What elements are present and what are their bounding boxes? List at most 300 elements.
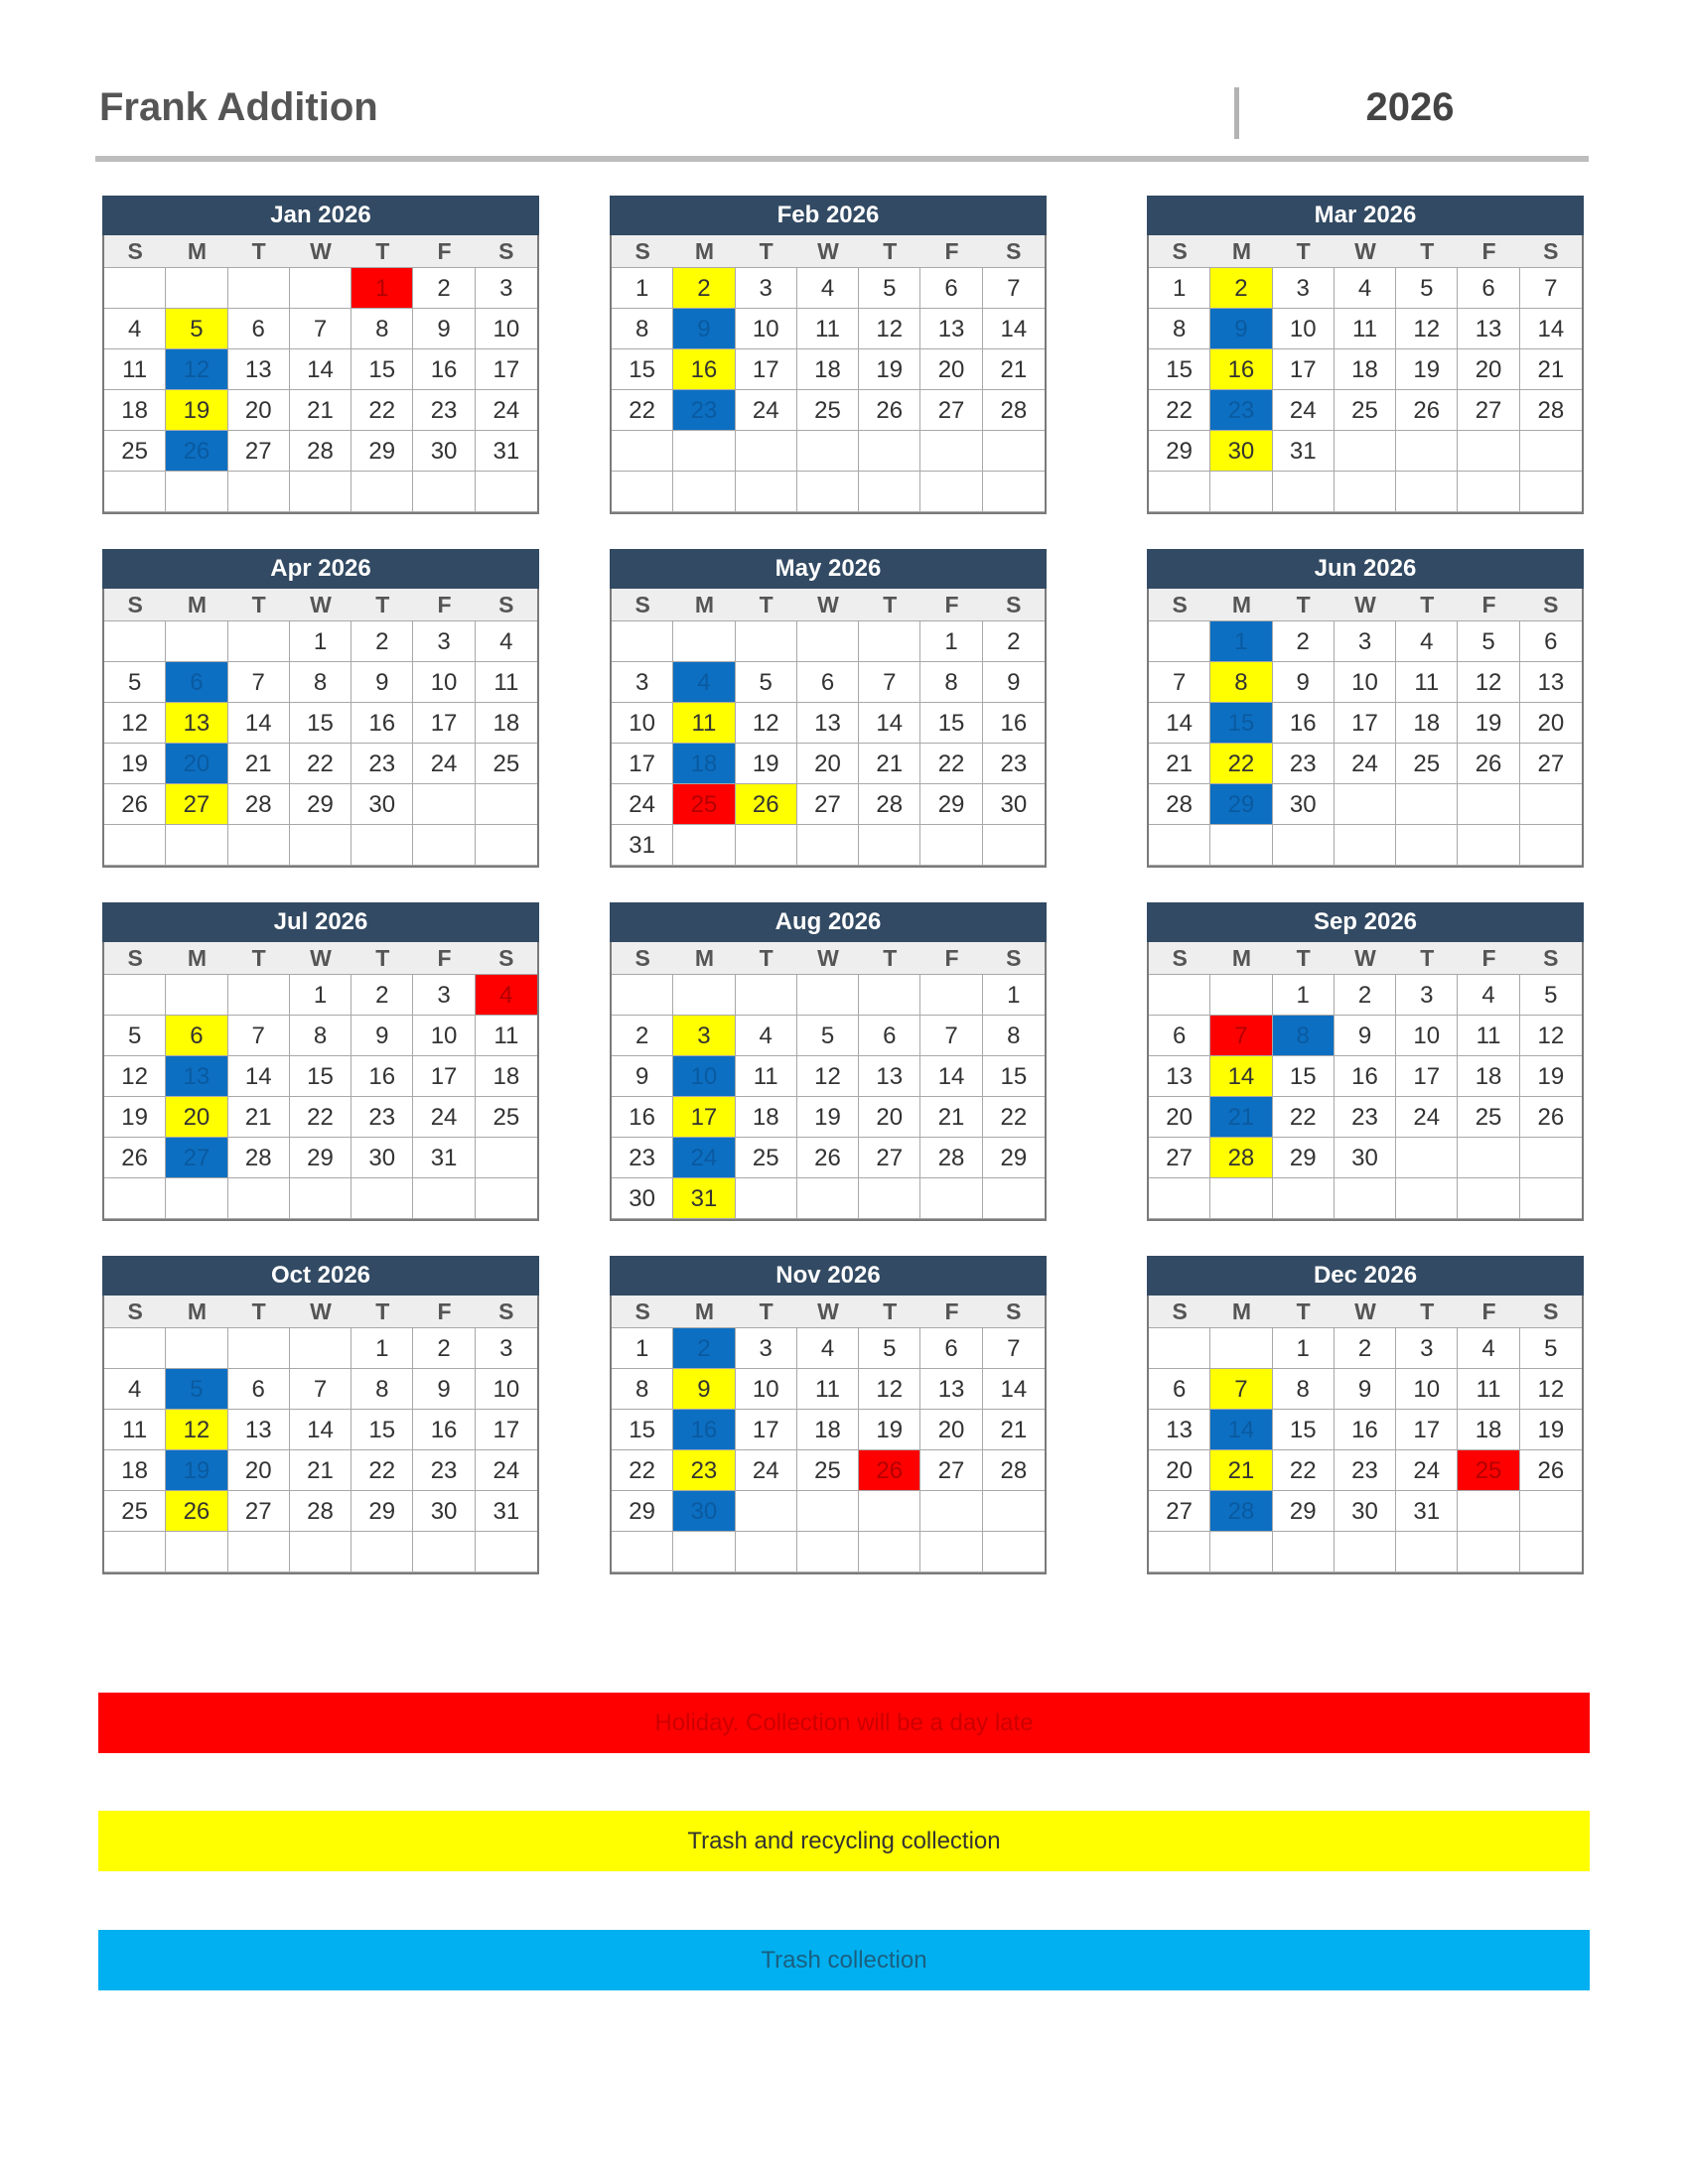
day-cell: 5 [1520,975,1582,1016]
empty-day-cell [983,431,1045,472]
empty-day-cell [104,1178,166,1219]
day-cell: 2 [1210,268,1272,309]
empty-day-cell [1273,472,1335,512]
day-cell: 13 [228,1410,290,1450]
day-cell: 14 [1149,703,1210,744]
day-cell: 4 [1396,621,1458,662]
day-cell: 15 [612,349,673,390]
day-cell: 18 [1396,703,1458,744]
empty-day-cell [104,1328,166,1369]
empty-day-cell [228,268,290,309]
day-cell: 31 [1273,431,1335,472]
weekday-header: M [1210,1296,1272,1328]
day-cell: 21 [1149,744,1210,784]
day-cell: 7 [920,1016,982,1056]
weekday-header: M [166,1296,227,1328]
day-cell: 10 [673,1056,735,1097]
day-cell: 20 [920,349,982,390]
day-cell: 17 [413,703,475,744]
day-cell: 14 [983,309,1045,349]
day-cell: 25 [104,1491,166,1532]
day-cell: 24 [736,390,797,431]
month-days-grid [102,589,539,868]
page-title: Frank Addition [99,85,378,129]
empty-day-cell [228,825,290,866]
day-cell: 25 [797,1450,859,1491]
day-cell: 1 [352,268,413,309]
empty-day-cell [1210,1178,1272,1219]
day-cell: 14 [1210,1056,1272,1097]
day-cell: 11 [476,1016,537,1056]
day-cell: 20 [1520,703,1582,744]
day-cell: 3 [736,1328,797,1369]
month-days-grid [610,589,1047,868]
day-cell: 9 [673,1369,735,1410]
day-cell: 19 [736,744,797,784]
month-calendar [102,196,539,514]
day-cell: 31 [476,1491,537,1532]
empty-day-cell [476,1532,537,1572]
day-cell: 14 [859,703,920,744]
day-cell: 14 [1520,309,1582,349]
empty-day-cell [1210,472,1272,512]
day-cell: 12 [166,1410,227,1450]
day-cell: 3 [736,268,797,309]
month-title: May 2026 [610,549,1047,589]
day-cell: 13 [228,349,290,390]
day-cell: 24 [1273,390,1335,431]
empty-day-cell [166,1532,227,1572]
day-cell: 26 [1458,744,1519,784]
empty-day-cell [104,825,166,866]
day-cell: 16 [983,703,1045,744]
day-cell: 24 [1335,744,1396,784]
empty-day-cell [1149,621,1210,662]
day-cell: 19 [104,1097,166,1138]
empty-day-cell [104,472,166,512]
weekday-header: T [228,942,290,975]
month-calendar [1147,549,1584,868]
weekday-header: F [920,1296,982,1328]
empty-day-cell [104,1532,166,1572]
day-cell: 7 [228,662,290,703]
month-calendar [1147,196,1584,514]
month-calendar [102,549,539,868]
day-cell: 9 [983,662,1045,703]
empty-day-cell [736,472,797,512]
day-cell: 9 [612,1056,673,1097]
empty-day-cell [612,472,673,512]
empty-day-cell [1210,1328,1272,1369]
weekday-header: S [983,942,1045,975]
day-cell: 9 [673,309,735,349]
day-cell: 4 [797,268,859,309]
day-cell: 2 [1335,1328,1396,1369]
empty-day-cell [673,472,735,512]
day-cell: 13 [859,1056,920,1097]
day-cell: 16 [1273,703,1335,744]
empty-day-cell [352,1178,413,1219]
day-cell: 1 [1273,975,1335,1016]
weekday-header: S [612,942,673,975]
day-cell: 6 [920,1328,982,1369]
weekday-header: S [476,235,537,268]
day-cell: 4 [104,309,166,349]
day-cell: 5 [859,268,920,309]
weekday-header: T [736,942,797,975]
weekday-header: W [290,1296,352,1328]
day-cell: 25 [1458,1097,1519,1138]
weekday-header: S [476,942,537,975]
day-cell: 21 [1520,349,1582,390]
day-cell: 30 [1273,784,1335,825]
day-cell: 6 [920,268,982,309]
day-cell: 9 [1210,309,1272,349]
empty-day-cell [1396,1532,1458,1572]
day-cell: 18 [797,349,859,390]
day-cell: 29 [352,1491,413,1532]
day-cell: 6 [1520,621,1582,662]
empty-day-cell [1396,825,1458,866]
day-cell: 11 [476,662,537,703]
empty-day-cell [413,1178,475,1219]
weekday-header: F [413,1296,475,1328]
day-cell: 23 [413,390,475,431]
day-cell: 27 [228,1491,290,1532]
day-cell: 20 [228,390,290,431]
day-cell: 18 [736,1097,797,1138]
day-cell: 5 [797,1016,859,1056]
empty-day-cell [166,1328,227,1369]
empty-day-cell [290,1328,352,1369]
weekday-header: T [736,235,797,268]
empty-day-cell [228,621,290,662]
day-cell: 22 [1149,390,1210,431]
day-cell: 1 [290,621,352,662]
weekday-header: S [983,1296,1045,1328]
day-cell: 1 [1149,268,1210,309]
day-cell: 19 [859,1410,920,1450]
day-cell: 20 [1458,349,1519,390]
empty-day-cell [859,431,920,472]
empty-day-cell [166,268,227,309]
day-cell: 14 [920,1056,982,1097]
day-cell: 28 [983,390,1045,431]
day-cell: 21 [290,1450,352,1491]
empty-day-cell [228,1178,290,1219]
day-cell: 4 [104,1369,166,1410]
weekday-header: T [1273,942,1335,975]
day-cell: 21 [859,744,920,784]
empty-day-cell [1458,1532,1519,1572]
day-cell: 29 [920,784,982,825]
weekday-header: M [166,589,227,621]
day-cell: 3 [1273,268,1335,309]
weekday-header: T [228,589,290,621]
empty-day-cell [612,621,673,662]
month-title: Jun 2026 [1147,549,1584,589]
day-cell: 26 [166,431,227,472]
month-days-grid [1147,942,1584,1221]
empty-day-cell [290,268,352,309]
empty-day-cell [736,1532,797,1572]
day-cell: 26 [104,1138,166,1178]
empty-day-cell [859,1532,920,1572]
month-days-grid [102,942,539,1221]
day-cell: 30 [673,1491,735,1532]
day-cell: 16 [1335,1056,1396,1097]
day-cell: 4 [1458,1328,1519,1369]
day-cell: 10 [1396,1016,1458,1056]
day-cell: 8 [352,1369,413,1410]
day-cell: 22 [290,1097,352,1138]
day-cell: 10 [736,309,797,349]
day-cell: 25 [797,390,859,431]
empty-day-cell [859,621,920,662]
day-cell: 5 [1458,621,1519,662]
day-cell: 17 [673,1097,735,1138]
month-calendar [1147,902,1584,1221]
day-cell: 16 [352,703,413,744]
day-cell: 18 [476,1056,537,1097]
day-cell: 5 [166,309,227,349]
day-cell: 27 [228,431,290,472]
day-cell: 21 [1210,1450,1272,1491]
empty-day-cell [920,975,982,1016]
day-cell: 23 [413,1450,475,1491]
day-cell: 2 [413,268,475,309]
day-cell: 13 [166,1056,227,1097]
day-cell: 15 [1273,1056,1335,1097]
day-cell: 19 [104,744,166,784]
empty-day-cell [1458,1491,1519,1532]
day-cell: 9 [352,662,413,703]
empty-day-cell [1210,825,1272,866]
empty-day-cell [476,784,537,825]
empty-day-cell [797,621,859,662]
empty-day-cell [413,472,475,512]
empty-day-cell [1273,825,1335,866]
weekday-header: T [352,942,413,975]
day-cell: 22 [1273,1097,1335,1138]
empty-day-cell [1210,1532,1272,1572]
day-cell: 6 [797,662,859,703]
weekday-header: T [352,235,413,268]
day-cell: 10 [1335,662,1396,703]
month-title: Dec 2026 [1147,1256,1584,1296]
empty-day-cell [673,621,735,662]
day-cell: 15 [352,349,413,390]
weekday-header: S [612,235,673,268]
empty-day-cell [104,268,166,309]
empty-day-cell [1520,1138,1582,1178]
empty-day-cell [476,1138,537,1178]
day-cell: 7 [290,1369,352,1410]
day-cell: 18 [104,390,166,431]
day-cell: 28 [228,784,290,825]
day-cell: 1 [1210,621,1272,662]
weekday-header: W [1335,235,1396,268]
weekday-header: T [228,1296,290,1328]
empty-day-cell [983,472,1045,512]
day-cell: 26 [1520,1097,1582,1138]
empty-day-cell [290,472,352,512]
empty-day-cell [859,975,920,1016]
day-cell: 12 [104,703,166,744]
empty-day-cell [1520,784,1582,825]
weekday-header: W [290,235,352,268]
day-cell: 20 [228,1450,290,1491]
day-cell: 2 [1335,975,1396,1016]
day-cell: 21 [228,744,290,784]
month-title: Aug 2026 [610,902,1047,942]
day-cell: 23 [612,1138,673,1178]
day-cell: 4 [797,1328,859,1369]
day-cell: 16 [1210,349,1272,390]
day-cell: 2 [352,975,413,1016]
empty-day-cell [1458,1178,1519,1219]
day-cell: 18 [1335,349,1396,390]
day-cell: 17 [1273,349,1335,390]
empty-day-cell [797,1178,859,1219]
day-cell: 23 [1210,390,1272,431]
day-cell: 12 [736,703,797,744]
empty-day-cell [228,472,290,512]
day-cell: 26 [1520,1450,1582,1491]
day-cell: 17 [1396,1056,1458,1097]
weekday-header: S [476,1296,537,1328]
weekday-header: S [104,1296,166,1328]
empty-day-cell [736,975,797,1016]
day-cell: 26 [859,1450,920,1491]
empty-day-cell [673,431,735,472]
empty-day-cell [228,1328,290,1369]
weekday-header: F [1458,1296,1519,1328]
day-cell: 6 [1149,1369,1210,1410]
empty-day-cell [1520,825,1582,866]
year-label: 2026 [1365,85,1455,129]
day-cell: 21 [920,1097,982,1138]
empty-day-cell [228,1532,290,1572]
day-cell: 14 [228,703,290,744]
day-cell: 25 [1458,1450,1519,1491]
weekday-header: W [797,942,859,975]
day-cell: 29 [983,1138,1045,1178]
day-cell: 3 [1335,621,1396,662]
day-cell: 30 [983,784,1045,825]
day-cell: 9 [1335,1369,1396,1410]
day-cell: 18 [1458,1410,1519,1450]
empty-day-cell [1273,1178,1335,1219]
day-cell: 19 [1520,1056,1582,1097]
empty-day-cell [673,975,735,1016]
empty-day-cell [736,621,797,662]
day-cell: 10 [736,1369,797,1410]
day-cell: 7 [983,268,1045,309]
empty-day-cell [1396,1178,1458,1219]
day-cell: 6 [859,1016,920,1056]
weekday-header: S [612,589,673,621]
weekday-header: F [920,942,982,975]
empty-day-cell [1273,1532,1335,1572]
day-cell: 20 [920,1410,982,1450]
day-cell: 11 [1458,1369,1519,1410]
day-cell: 12 [1458,662,1519,703]
day-cell: 29 [1210,784,1272,825]
empty-day-cell [1458,1138,1519,1178]
weekday-header: T [859,589,920,621]
day-cell: 16 [612,1097,673,1138]
day-cell: 11 [1458,1016,1519,1056]
day-cell: 26 [1396,390,1458,431]
day-cell: 17 [612,744,673,784]
day-cell: 20 [859,1097,920,1138]
day-cell: 12 [1520,1016,1582,1056]
day-cell: 19 [797,1097,859,1138]
day-cell: 27 [1149,1138,1210,1178]
day-cell: 17 [413,1056,475,1097]
day-cell: 9 [352,1016,413,1056]
month-title: Sep 2026 [1147,902,1584,942]
empty-day-cell [476,1178,537,1219]
day-cell: 25 [673,784,735,825]
empty-day-cell [104,975,166,1016]
empty-day-cell [166,621,227,662]
day-cell: 30 [612,1178,673,1219]
day-cell: 27 [166,784,227,825]
day-cell: 10 [1273,309,1335,349]
empty-day-cell [859,1178,920,1219]
day-cell: 4 [476,975,537,1016]
weekday-header: M [1210,235,1272,268]
weekday-header: T [859,942,920,975]
day-cell: 25 [476,1097,537,1138]
day-cell: 26 [166,1491,227,1532]
empty-day-cell [797,825,859,866]
month-days-grid [1147,235,1584,514]
month-days-grid [102,235,539,514]
day-cell: 20 [166,1097,227,1138]
month-title: Nov 2026 [610,1256,1047,1296]
day-cell: 15 [352,1410,413,1450]
month-days-grid [1147,1296,1584,1574]
day-cell: 22 [1273,1450,1335,1491]
empty-day-cell [1520,1491,1582,1532]
day-cell: 12 [166,349,227,390]
day-cell: 24 [673,1138,735,1178]
day-cell: 29 [290,1138,352,1178]
day-cell: 13 [1149,1410,1210,1450]
day-cell: 10 [476,1369,537,1410]
empty-day-cell [983,1491,1045,1532]
empty-day-cell [859,1491,920,1532]
day-cell: 23 [1335,1450,1396,1491]
day-cell: 24 [1396,1450,1458,1491]
empty-day-cell [859,472,920,512]
weekday-header: S [983,589,1045,621]
day-cell: 31 [1396,1491,1458,1532]
day-cell: 1 [290,975,352,1016]
day-cell: 19 [1520,1410,1582,1450]
day-cell: 31 [413,1138,475,1178]
month-days-grid [610,1296,1047,1574]
weekday-header: S [1149,1296,1210,1328]
day-cell: 23 [1273,744,1335,784]
month-title: Jul 2026 [102,902,539,942]
weekday-header: F [413,589,475,621]
weekday-header: W [1335,1296,1396,1328]
day-cell: 6 [1149,1016,1210,1056]
